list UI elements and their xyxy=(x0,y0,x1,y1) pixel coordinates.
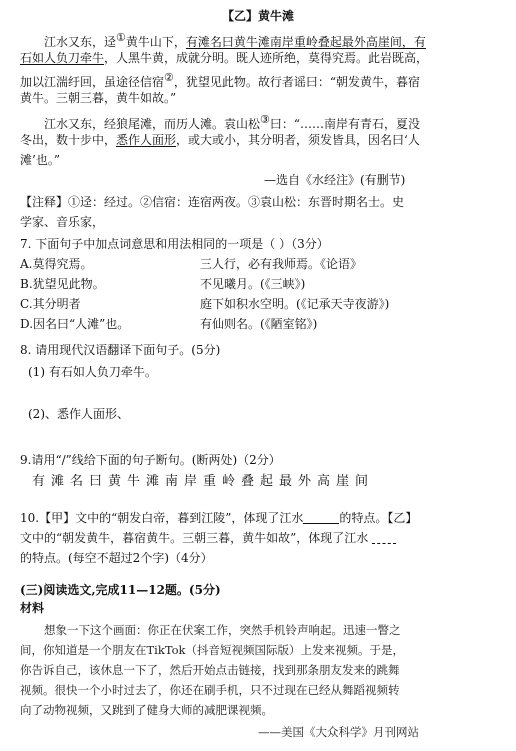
material-line: 间，你知道是一个朋友在TikTok（抖音短视频国际版）上发来视频。于是， xyxy=(20,643,404,657)
section-3-label: 材料 xyxy=(20,601,45,615)
answer-blank xyxy=(303,511,339,524)
notes: 学家、音乐家， xyxy=(20,215,105,229)
option-c-compare: 庭下如积水空明。(《记承天寺夜游》) xyxy=(200,297,390,311)
material-line: 视频。很快一个小时过去了，你还在刷手机，只不过现在已经从舞蹈视频转 xyxy=(20,683,400,697)
passage-source: —选自《水经注》(有删节) xyxy=(264,173,406,187)
question-10: 文中的“朝发黄牛，暮宿黄牛。三朝三暮，黄牛如故”，体现了江水 xyxy=(20,530,396,546)
passage-line: 加以江湍纡回，虽途径信宿②，犹望见此物。故行者谣曰：“朝发黄牛，暮宿 xyxy=(20,71,421,89)
question-9-text: 有滩名曰黄牛滩南岸重岭叠起最外高崖间 xyxy=(32,474,375,489)
section-3-heading: (三)阅读选文,完成11—12题。(5分) xyxy=(20,583,221,597)
passage-line: 江水又东，迳①黄牛山下，有滩名曰黄牛滩南岸重岭叠起最外高崖间，有 xyxy=(44,31,426,49)
question-8-sentence-1: (1) 有石如人负刀牵牛。 xyxy=(28,365,157,379)
option-b-compare: 不见曦月。(《三峡》) xyxy=(200,277,306,291)
question-9-stem: 9.请用“/”线给下面的句子断句。(断两处)（2分） xyxy=(20,453,281,467)
material-line: 向了动物视频，又跳到了健身大师的减肥课视频。 xyxy=(20,703,273,717)
material-line: 你告诉自己，该休息一下了，然后开始点击链接，找到那条朋友发来的跳舞 xyxy=(20,663,400,677)
notes: 【注释】①迳：经过。②信宿：连宿两夜。③袁山松：东晋时期名士。史 xyxy=(20,195,405,209)
material-source: ——美国《大众科学》月刊网站 xyxy=(258,725,419,739)
passage-title: 【乙】黄牛滩 xyxy=(221,9,294,23)
passage-line: 滩’也。” xyxy=(20,153,60,167)
passage-line: 冬出，数十步中，悉作人面形，或大或小，其分明者，须发皆具，因名曰‘人 xyxy=(20,133,420,147)
passage-line: 江水又东，经狼尾滩，而历人滩。袁山松③曰：“……南岸有青石，夏没 xyxy=(44,113,421,131)
question-10: 的特点。(每空不超过2个字)（4分） xyxy=(20,551,213,565)
question-7-stem: 7. 下面句子中加点词意思和用法相同的一项是（ ）（3分） xyxy=(20,237,329,251)
option-a: A.莫得究焉。 xyxy=(20,257,93,271)
option-a-compare: 三人行，必有我师焉。《论语》 xyxy=(200,257,363,271)
option-d: D.因名曰“人滩”也。 xyxy=(20,317,130,331)
question-10: 10.【甲】文中的“朝发白帝，暮到江陵”，体现了江水 的特点。【乙】 xyxy=(20,511,418,525)
question-8-stem: 8. 请用现代汉语翻译下面句子。(5分) xyxy=(20,343,221,357)
question-8-sentence-2: (2)、悉作人面形、 xyxy=(28,407,129,421)
passage-line: 黄牛。三朝三暮，黄牛如故。” xyxy=(20,91,177,105)
material-line: 想象一下这个画面：你正在伏案工作，突然手机铃声响起。迅速一瞥之 xyxy=(44,623,401,637)
passage-line: 石如人负刀牵牛，人黑牛黄，成就分明。既人迹所绝，莫得究焉。此岩既高， xyxy=(20,51,429,65)
option-b: B.犹望见此物。 xyxy=(20,277,105,291)
option-d-compare: 有仙则名。(《陋室铭》) xyxy=(200,317,318,331)
option-c: C.其分明者 xyxy=(20,297,81,311)
answer-blank xyxy=(372,531,396,544)
